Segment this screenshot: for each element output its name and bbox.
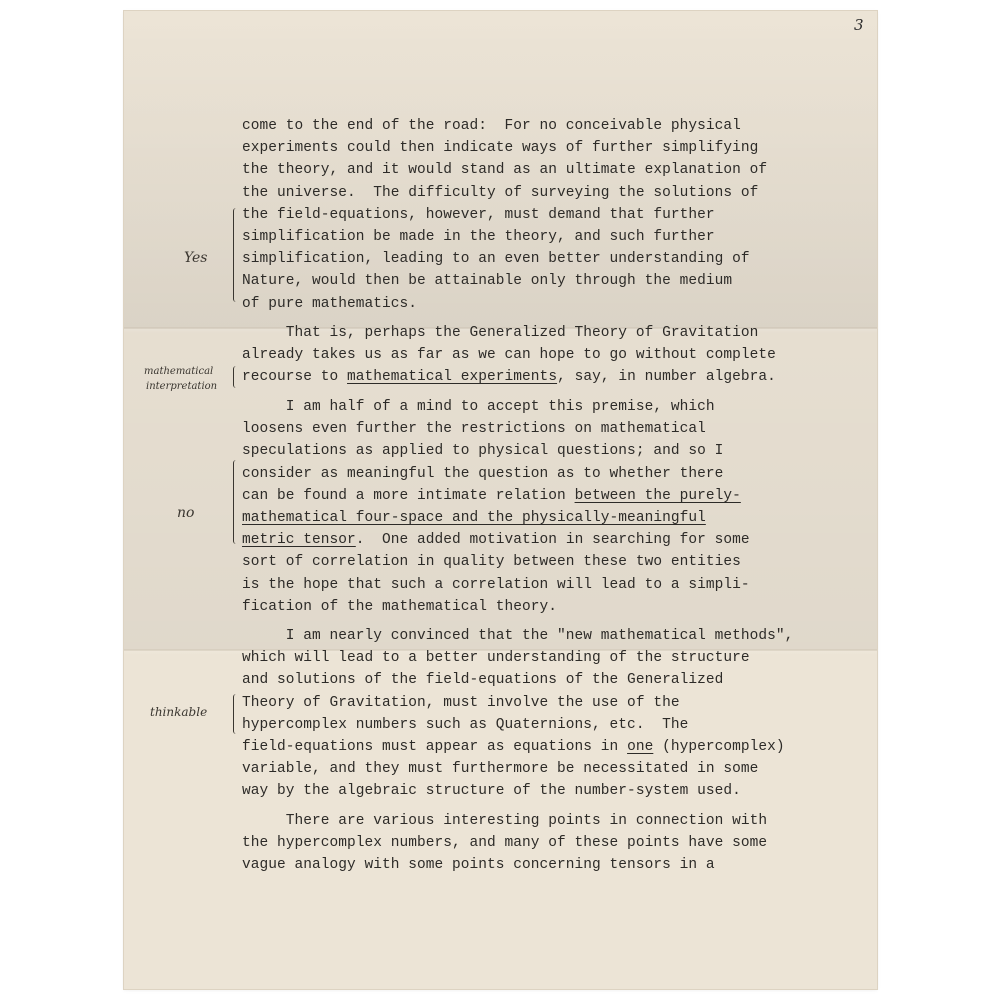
- text-line: speculations as applied to physical questions; and so I: [242, 443, 724, 460]
- text-line: already takes us as far as we can hope to go without complete: [242, 347, 776, 364]
- margin-bracket: [233, 366, 238, 388]
- text-segment: recourse to: [242, 369, 348, 386]
- text-line: and solutions of the field-equations of the Generalized: [242, 672, 724, 689]
- text-line: way by the algebraic structure of the number-system used.: [242, 783, 741, 800]
- margin-bracket: [233, 208, 238, 302]
- margin-note-yes: Yes: [184, 250, 208, 266]
- text-segment: field-equations must appear as equations in: [242, 739, 628, 756]
- text-line: [242, 529, 842, 551]
- margin-note-mathematical: mathematical: [144, 366, 214, 377]
- paragraph-3: [242, 396, 842, 618]
- text-line: come to the end of the road: For no conceivable physical: [242, 118, 741, 134]
- text-line: the universe. The difficulty of surveying the solutions of: [242, 184, 759, 201]
- text-line: simplification be made in the theory, and such further: [242, 229, 715, 246]
- paragraph-4: [242, 625, 842, 803]
- text-line: That is, perhaps the Generalized Theory of Gravitation: [242, 325, 759, 341]
- text-line: the field-equations, however, must demand that further: [242, 206, 715, 223]
- underlined-phrase: metric tensor: [242, 532, 356, 549]
- text-line: which will lead to a better understanding of the structure: [242, 650, 750, 667]
- underlined-phrase: mathematical four-space and the physically-meaningful: [242, 510, 706, 527]
- paragraph-1: [242, 115, 842, 315]
- margin-bracket: [233, 460, 238, 544]
- text-line: the theory, and it would stand as an ultimate explanation of: [242, 162, 768, 179]
- text-line: the hypercomplex numbers, and many of these points have some: [242, 835, 768, 852]
- text-line: is the hope that such a correlation will lead to a simpli-: [242, 576, 750, 593]
- paragraph-5: [242, 810, 842, 877]
- text-line: [242, 736, 842, 758]
- margin-note-no: no: [177, 505, 195, 521]
- text-line: There are various interesting points in connection with: [242, 813, 768, 829]
- text-segment: , say, in number algebra.: [557, 369, 776, 386]
- text-segment: (hypercomplex): [653, 739, 785, 756]
- text-line: loosens even further the restrictions on mathematical: [242, 421, 706, 438]
- margin-note-thinkable: thinkable: [150, 705, 208, 719]
- page-number: 3: [854, 16, 864, 34]
- text-line: I am nearly convinced that the "new mathematical methods",: [242, 628, 794, 644]
- text-segment: . One added motivation in searching for some: [355, 532, 750, 549]
- underlined-phrase: mathematical experiments: [347, 369, 558, 386]
- text-line: I am half of a mind to accept this premise, which: [242, 399, 715, 415]
- text-line: Theory of Gravitation, must involve the use of the: [242, 694, 680, 711]
- text-line: variable, and they must furthermore be necessitated in some: [242, 761, 759, 778]
- text-line: [242, 485, 842, 507]
- text-line: [242, 366, 842, 388]
- text-line: vague analogy with some points concerning tensors in a: [242, 857, 715, 874]
- margin-note-interpretation: interpretation: [146, 381, 218, 392]
- text-line: experiments could then indicate ways of further simplifying: [242, 140, 759, 157]
- text-line: hypercomplex numbers such as Quaternions, etc. The: [242, 716, 689, 733]
- text-line: sort of correlation in quality between these two entities: [242, 554, 741, 571]
- text-segment: can be found a more intimate relation: [242, 487, 575, 504]
- text-line: of pure mathematics.: [242, 295, 418, 312]
- margin-bracket: [233, 694, 238, 734]
- text-line: simplification, leading to an even better understanding of: [242, 251, 750, 268]
- text-line: [242, 507, 842, 529]
- paragraph-2: [242, 322, 842, 389]
- underlined-phrase: one: [627, 739, 654, 756]
- underlined-phrase: between the purely-: [574, 487, 741, 504]
- text-line: Nature, would then be attainable only through the medium: [242, 273, 733, 290]
- text-line: consider as meaningful the question as to whether there: [242, 465, 724, 482]
- text-line: fication of the mathematical theory.: [242, 598, 558, 615]
